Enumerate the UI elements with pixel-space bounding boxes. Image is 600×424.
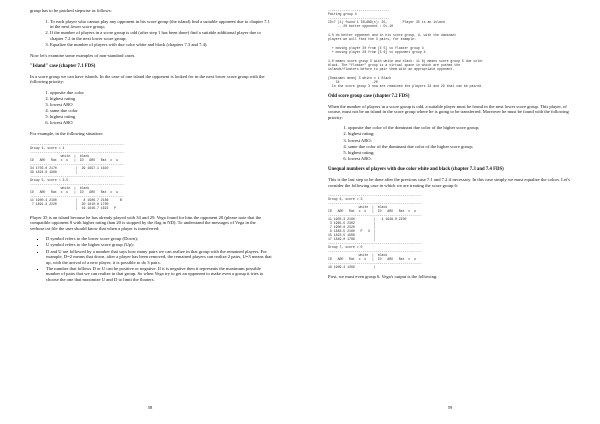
list-item: 2. highest rating <box>50 96 272 102</box>
list-item: 1. opposite due color of the dominant due color of the higher score group; <box>348 125 572 131</box>
player35-text: Player 35 is an island because he has already played with 34 and 29. Vega found for him the opponent 20 (please note that the compatible opponent 8 with higher rating than 20 is stopped by the flag in ND). To understand the messages of Vega in the verbose.txt file the user should know that when a player is transferred: <box>30 214 262 231</box>
list-item: ▪ D symbol refers to the lower score group (Down); <box>46 236 272 242</box>
island-text: In a score group we can have islands. In the case of one island the opponent is looked for in the next lower score group with the following priority: <box>30 73 265 85</box>
code-block-groups: ------------------------------------------------- Group 4, score = 4 ------------------------------------------------- white | black ID ARO Rat c u | ID ARO Rat c u ------------------------------------------------- 34 1703.0 2170 | 29 1697.1 1610 39 1824.0 1988 | ------------------------------------------------- Group 5, score = 3.5 ------------------------------------------------- white | black ID ARO Rat c u | ID ARO Rat c u ------------------------------------------------- 11 1900.4 2190 | 8 1906.7 2186 B 7 1891.3 2220 | 20 1810.8 1700 | 19 1846.7 1622 P <box>30 141 124 210</box>
code-comment-red: 1.0 do better opponent and in his score group, U, with the dominant players we will find the 3 pairs, for example: <box>328 33 457 41</box>
left-column <box>30 8 272 424</box>
list-item: ▪ U symbol refers to the higher score group (Up); <box>46 242 272 248</box>
odd-heading: Odd score group case (chapter 7.2 FDS) <box>328 94 410 99</box>
odd-text: When the number of players in a score group is odd, a suitable player must be found in the next lower score group. This player, of course, must not be an island in the score group where he is going to be transferred. Moreover he must be found with the following priority: <box>328 103 569 120</box>
list-item: 2. If the number of players in a score group is odd (after step 1 has been done) find a suitable additional player due to chapter 7.2 in the next lower score group; <box>50 30 272 41</box>
now-text: Now let's examine some examples of non-standard cases. <box>30 52 136 58</box>
odd-priority-list <box>328 125 572 161</box>
code-comment-red-2: 1.0 means score group 5 with white and black: 11 8) means score group 5 due color black. The "floater" group is a virtual space in which are pushed the islands/floaters before to pair them with an appropriate opponent. <box>328 59 483 71</box>
right-column <box>328 8 572 424</box>
transfer-symbols-list <box>30 236 272 282</box>
list-item: ▪ D and U are followed by a number that says how many pairs we can realize in that group with the remained players. For example, D=2 means that down, after a player has been removed, the remained players can realize 2 pairs, U=3 means that up, with the arrival of a new player, it is possible to do 3 pairs. <box>46 249 272 266</box>
first-text: First, we must even group 6. Vega's output is the following: <box>328 274 438 280</box>
list-item: ▪ The number that follows D or U can be positive or negative. If it is negative then it represents the maximum possible number of pairs that we can realize in that group. So when Vega try to get an opponent to make even a group it tries to choose the one that maximize U and D to limit the floaters. <box>46 266 272 283</box>
list-item: 5. highest rating; <box>348 150 572 156</box>
list-item: 4. same due color of the dominant due color of the higher score group; <box>348 144 572 150</box>
code-block-group6: ------------------------------------------------- Group 6, score = 3 ------------------------------------------------- white | black ID ARO Rat c u | ID ARO Rat c u ------------------------------------------------- 11 1903.3 2190 | 4 1948.0 2230 3 1965.5 2302 | 7 1900.0 2320 | 9 1883.5 2160 P U | 15 1823.5 1908 | 17 1849.0 1788 | ------------------------------------------------- Group 7, score = 0 ------------------------------------------------- white | black ID ARO Rat c u | ID ARO Rat c u ------------------------------------------------- 18 1909.4 1309 | <box>328 193 422 270</box>
page-number: 58 <box>147 405 153 410</box>
unequal-text: This is the last step to be done after the previous case 7.1 and 7.2 if necessary. In this case simply we must equalize the colors. Let's consider the following case in which we are treating the score group 6: <box>328 177 570 188</box>
code-block-moves: + moving player 20 from [4 5] to floater group 4 + moving player 20 from [5 6] to opponent group 4 <box>331 46 426 54</box>
code-block-pairing: -------------------------------- Pairing group 4 -------------------------------- ID=7 (1) found 1 ISLAND(s): 35, Player 35 is an island .. 20 better opponent : D=-10 <box>328 8 445 28</box>
list-item: 5. highest rating <box>50 114 272 120</box>
list-item: 6. lowest ARO <box>50 120 272 126</box>
list-item: 2. highest rating; <box>348 131 572 137</box>
list-item: 3. lowest ARO; <box>348 138 572 144</box>
intro-text: group has to be patched stepwise as follows: <box>30 8 112 13</box>
list-item: 1. opposite due color <box>50 90 272 96</box>
list-item: 3. Equalize the number of players with due color white and black (chapters 7.3 and 7.4). <box>50 42 272 48</box>
right-page <box>300 0 600 424</box>
list-item: 6. lowest ARO. <box>348 156 572 162</box>
list-item: 1. To each player who cannot play any opponent in his score group (the island) find a suitable opponent due to chapter 7.1 in the next lower score group; <box>50 19 272 30</box>
intro-steps-list <box>30 19 272 48</box>
list-item: 3. lowest ARO <box>50 102 272 108</box>
unequal-heading: Unequal numbers of players with due color white and black (chapter 7.3 and 7.4 FDS) <box>328 167 504 173</box>
example-text: For example, in the following situation: <box>30 131 103 136</box>
code-block-tail: [Dominant mean] 3 white x 1 Black 34 -20 In the score group 3 now are remained the players 34 and 29 that can be paired. <box>328 76 483 88</box>
island-heading: "Island" case (chapter 7.1 FDS) <box>30 64 96 70</box>
priority-list <box>30 90 272 126</box>
list-item: 4. same due color <box>50 108 272 114</box>
page-number: 59 <box>447 405 453 410</box>
